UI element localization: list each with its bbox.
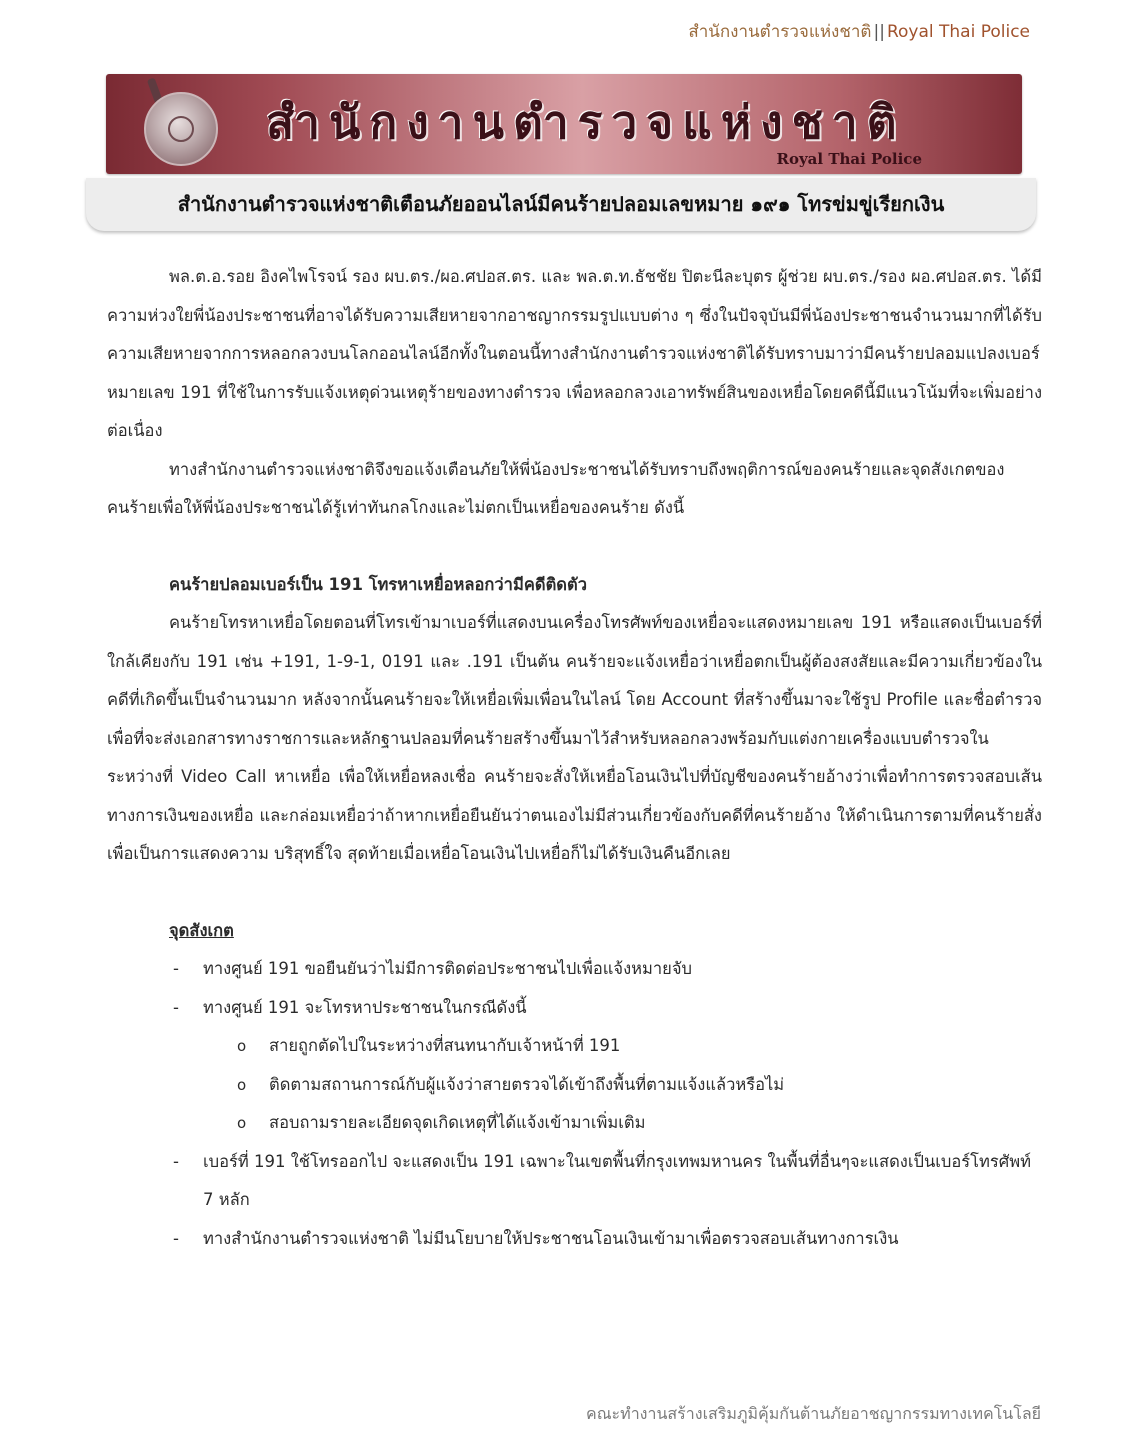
sub-list-item	[203, 1027, 1042, 1066]
notes-title: จุดสังเกต	[169, 920, 234, 940]
dash-bullet: -	[173, 1151, 179, 1171]
list-item-text: ทางสำนักงานตำรวจแห่งชาติ ไม่มีนโยบายให้ประชาชนโอนเงินเข้ามาเพื่อตรวจสอบเส้นทางการเงิน	[203, 1228, 899, 1248]
circle-bullet: o	[237, 1114, 247, 1132]
section-body: คนร้ายโทรหาเหยื่อโดยตอนที่โทรเข้ามาเบอร์ที่แสดงบนเครื่องโทรศัพท์ของเหยื่อจะแสดงหมายเลข 191 หรือแสดงเป็นเบอร์ที่ใกล้เคียงกับ 191 เช่น +191, 1-9-1, 0191 และ .191 เป็นต้น คนร้ายจะแจ้งเหยื่อว่าเหยื่อตกเป็นผู้ต้องสงสัยและมีความเกี่ยวข้องในคดีที่เกิดขึ้นเป็นจำนวนมาก หลังจากนั้นคนร้ายจะให้เหยื่อเพิ่มเพื่อนในไลน์ โดย Account ที่สร้างขึ้นมาจะใช้รูป Profile และชื่อตำรวจ เพื่อที่จะส่งเอกสารทางราชการและหลักฐานปลอมที่คนร้ายสร้างขึ้นมาไว้สำหรับหลอกลวงพร้อมกับแต่งกายเครื่องแบบตำรวจในระหว่างที่ Video Call หาเหยื่อ เพื่อให้เหยื่อหลงเชื่อ คนร้ายจะสั่งให้เหยื่อโอนเงินไปที่บัญชีของคนร้ายอ้างว่าเพื่อทำการตรวจสอบเส้นทางการเงินของเหยื่อ และกล่อมเหยื่อว่าถ้าหากเหยื่อยืนยันว่าตนเองไม่มีส่วนเกี่ยวข้องกับคดีที่คนร้ายอ้าง ให้ดำเนินการตามที่คนร้ายสั่งเพื่อเป็นการแสดงความ บริสุทธิ์ใจ สุดท้ายเมื่อเหยื่อโอนเงินไปเหยื่อก็ไม่ได้รับเงินคืนอีกเลย	[107, 613, 1042, 863]
dash-bullet: -	[173, 959, 179, 978]
list-item-text: ทางศูนย์ 191 จะโทรหาประชาชนในกรณีดังนี้	[203, 997, 527, 1017]
section-title: คนร้ายปลอมเบอร์เป็น 191 โทรหาเหยื่อหลอกว่ามีคดีติดตัว	[169, 574, 587, 594]
banner-title-th: สำนักงานตำรวจแห่งชาติ	[266, 95, 906, 149]
dash-bullet: -	[173, 997, 179, 1017]
header-org-th: สำนักงานตำรวจแห่งชาติ	[688, 22, 872, 42]
banner	[106, 74, 1022, 174]
list-item	[107, 989, 1042, 1143]
list-item	[107, 1143, 1042, 1220]
article-body	[107, 258, 1042, 1258]
warning-paragraph: ทางสำนักงานตำรวจแห่งชาติจึงขอแจ้งเตือนภัยให้พี่น้องประชาชนได้รับทราบถึงพฤติการณ์ของคนร้ายและจุดสังเกตของคนร้ายเพื่อให้พี่น้องประชาชนได้รู้เท่าทันกลโกงและไม่ตกเป็นเหยื่อของคนร้าย ดังนี้	[107, 459, 1005, 517]
headline: สำนักงานตำรวจแห่งชาติเตือนภัยออนไลน์มีคนร้ายปลอมเลขหมาย ๑๙๑ โทรข่มขู่เรียกเงิน	[177, 192, 945, 216]
list-item	[107, 1220, 1042, 1259]
header-separator: ||	[873, 22, 885, 42]
sub-list-item	[203, 1066, 1042, 1105]
dash-bullet: -	[173, 1228, 179, 1248]
list-item-text: เบอร์ที่ 191 ใช้โทรออกไป จะแสดงเป็น 191 เฉพาะในเขตพื้นที่กรุงเทพมหานคร ในพื้นที่อื่นๆจะแสดงเป็นเบอร์โทรศัพท์ 7 หลัก	[203, 1151, 1031, 1209]
sub-list-item-text: สายถูกตัดไปในระหว่างที่สนทนากับเจ้าหน้าที่ 191	[269, 1036, 621, 1055]
sub-list	[203, 1027, 1042, 1143]
sub-list-item	[203, 1104, 1042, 1143]
list-item-text: ทางศูนย์ 191 ขอยืนยันว่าไม่มีการติดต่อประชาชนไปเพื่อแจ้งหมายจับ	[203, 959, 692, 978]
page-footer: คณะทำงานสร้างเสริมภูมิคุ้มกันต้านภัยอาชญากรรมทางเทคโนโลยี	[586, 1404, 1041, 1423]
sub-list-item-text: ติดตามสถานการณ์กับผู้แจ้งว่าสายตรวจได้เข้าถึงพื้นที่ตามแจ้งแล้วหรือไม่	[269, 1074, 785, 1094]
circle-bullet: o	[237, 1075, 247, 1094]
circle-bullet: o	[237, 1037, 247, 1055]
police-emblem-icon	[144, 92, 218, 166]
headline-box	[86, 178, 1036, 231]
page-header	[688, 18, 1030, 45]
notes-list	[107, 950, 1042, 1258]
sub-list-item-text: สอบถามรายละเอียดจุดเกิดเหตุที่ได้แจ้งเข้ามาเพิ่มเติม	[269, 1113, 646, 1132]
banner-title-en: Royal Thai Police	[776, 150, 922, 168]
header-org-en: Royal Thai Police	[886, 22, 1030, 42]
list-item	[107, 950, 1042, 989]
intro-paragraph: พล.ต.อ.รอย อิงคไพโรจน์ รอง ผบ.ตร./ผอ.ศปอส.ตร. และ พล.ต.ท.ธัชชัย ปิตะนีละบุตร ผู้ช่วย ผบ.ตร./รอง ผอ.ศปอส.ตร. ได้มีความห่วงใยพี่น้องประชาชนที่อาจได้รับความเสียหายจากอาชญากรรมรูปแบบต่าง ๆ ซึ่งในปัจจุบันมีพี่น้องประชาชนจำนวนมากที่ได้รับความเสียหายจากการหลอกลวงบนโลกออนไลน์อีกทั้งในตอนนี้ทางสำนักงานตำรวจแห่งชาติได้รับทราบมาว่ามีคนร้ายปลอมแปลงเบอร์หมายเลข 191 ที่ใช้ในการรับแจ้งเหตุด่วนเหตุร้ายของทางตำรวจ เพื่อหลอกลวงเอาทรัพย์สินของเหยื่อโดยคดีนี้มีแนวโน้มที่จะเพิ่มอย่างต่อเนื่อง	[107, 267, 1042, 440]
